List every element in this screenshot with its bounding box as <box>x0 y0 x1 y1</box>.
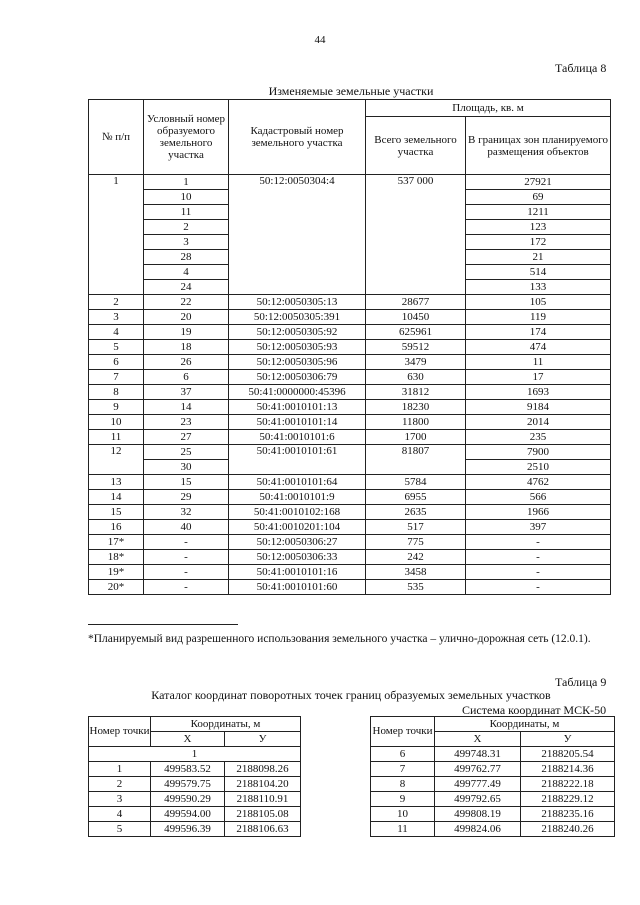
cell-conditional-number: 28 <box>144 250 229 265</box>
cell-y: 2188229.12 <box>521 792 615 807</box>
cell-num: 8 <box>89 385 144 400</box>
cell-num: 15 <box>89 505 144 520</box>
cell-total: 517 <box>366 520 466 535</box>
table-row <box>89 535 611 550</box>
cell-point-number: 3 <box>89 792 151 807</box>
header-area-total: Всего земельного участка <box>366 117 466 175</box>
table-row <box>371 792 615 807</box>
cell-num: 19* <box>89 565 144 580</box>
cell-cadastral: 50:41:0000000:45396 <box>229 385 366 400</box>
cell-conditional-number: 11 <box>144 205 229 220</box>
cell-cadastral: 50:12:0050305:92 <box>229 325 366 340</box>
table-row <box>89 777 301 792</box>
cell-cond: 32 <box>144 505 229 520</box>
header-y: У <box>521 732 615 747</box>
cell-total: 3479 <box>366 355 466 370</box>
cell-cond: - <box>144 580 229 595</box>
cell-y: 2188106.63 <box>225 822 301 837</box>
cell-conditional-number: 3 <box>144 235 229 250</box>
cell-cadastral: 50:12:0050305:391 <box>229 310 366 325</box>
table-row <box>89 475 611 490</box>
cell-x: 499583.52 <box>151 762 225 777</box>
header-coordinates: Координаты, м <box>435 717 615 732</box>
cell-y: 2188240.26 <box>521 822 615 837</box>
table-row <box>89 792 301 807</box>
cell-total: 59512 <box>366 340 466 355</box>
cell-y: 2188105.08 <box>225 807 301 822</box>
cell-point-number: 8 <box>371 777 435 792</box>
cell-cadastral: 50:41:0010101:64 <box>229 475 366 490</box>
table8-label: Таблица 8 <box>555 61 607 75</box>
cell-cond: 20 <box>144 310 229 325</box>
table-row <box>89 295 611 310</box>
header-conditional-number: Условный номер образуемого земельного участка <box>144 100 229 175</box>
cell-x: 499590.29 <box>151 792 225 807</box>
cell-within: 474 <box>466 340 611 355</box>
cell-x: 499596.39 <box>151 822 225 837</box>
cell-cadastral: 50:12:0050305:13 <box>229 295 366 310</box>
cell-total: 775 <box>366 535 466 550</box>
cell-total: 5784 <box>366 475 466 490</box>
table-row <box>89 385 611 400</box>
table-row <box>89 445 611 460</box>
cell-within: 9184 <box>466 400 611 415</box>
cell-point-number: 4 <box>89 807 151 822</box>
table9-left <box>88 716 301 837</box>
cell-area-total: 537 000 <box>366 175 466 295</box>
table-row <box>89 565 611 580</box>
cell-total: 535 <box>366 580 466 595</box>
cell-area-within: 2510 <box>466 460 611 475</box>
cell-point-number: 1 <box>89 762 151 777</box>
page-number: 44 <box>314 34 326 46</box>
cell-point-number: 9 <box>371 792 435 807</box>
header-coordinates: Координаты, м <box>151 717 301 732</box>
cell-num: 6 <box>89 355 144 370</box>
cell-cond: 37 <box>144 385 229 400</box>
cell-cadastral: 50:41:0010101:60 <box>229 580 366 595</box>
table8-changed-land-plots <box>88 99 611 595</box>
cell-cond: 26 <box>144 355 229 370</box>
cell-total: 6955 <box>366 490 466 505</box>
table8-title: Изменяемые земельные участки <box>268 84 434 98</box>
cell-total: 242 <box>366 550 466 565</box>
cell-within: 1966 <box>466 505 611 520</box>
cell-cadastral: 50:41:0010101:13 <box>229 400 366 415</box>
header-x: X <box>151 732 225 747</box>
cell-point-number: 11 <box>371 822 435 837</box>
cell-cond: 40 <box>144 520 229 535</box>
cell-point-number: 7 <box>371 762 435 777</box>
table-row <box>371 807 615 822</box>
cell-cadastral: 50:12:0050304:4 <box>229 175 366 295</box>
cell-within: - <box>466 565 611 580</box>
table-row <box>89 822 301 837</box>
table-row <box>89 430 611 445</box>
cell-within: 17 <box>466 370 611 385</box>
table9-label: Таблица 9 <box>555 675 607 689</box>
cell-num: 13 <box>89 475 144 490</box>
table-row <box>89 807 301 822</box>
table9-right <box>370 716 615 837</box>
cell-cond: 29 <box>144 490 229 505</box>
cell-cadastral: 50:41:0010101:16 <box>229 565 366 580</box>
cell-num: 17* <box>89 535 144 550</box>
cell-num: 2 <box>89 295 144 310</box>
cell-cond: 14 <box>144 400 229 415</box>
cell-y: 2188098.26 <box>225 762 301 777</box>
cell-num: 14 <box>89 490 144 505</box>
cell-conditional-number: 10 <box>144 190 229 205</box>
cell-area-within: 27921 <box>466 175 611 190</box>
cell-total: 630 <box>366 370 466 385</box>
footnote-divider <box>88 624 238 625</box>
cell-x: 499808.19 <box>435 807 521 822</box>
cell-y: 2188104.20 <box>225 777 301 792</box>
coordinate-system: Система координат МСК-50 <box>462 703 607 717</box>
table9-title: Каталог координат поворотных точек границ образуемых земельных участков <box>151 688 551 702</box>
cell-point-number: 5 <box>89 822 151 837</box>
cell-conditional-number: 4 <box>144 265 229 280</box>
cell-num: 12 <box>89 445 144 475</box>
table-row <box>371 822 615 837</box>
table-row <box>89 175 611 190</box>
cell-num: 10 <box>89 415 144 430</box>
cell-cond: - <box>144 535 229 550</box>
cell-within: 174 <box>466 325 611 340</box>
cell-cadastral: 50:12:0050306:33 <box>229 550 366 565</box>
cell-x: 499824.06 <box>435 822 521 837</box>
table-row <box>89 370 611 385</box>
cell-area-within: 1211 <box>466 205 611 220</box>
cell-total: 10450 <box>366 310 466 325</box>
cell-within: 119 <box>466 310 611 325</box>
cell-conditional-number: 25 <box>144 445 229 460</box>
cell-cond: 27 <box>144 430 229 445</box>
table-row <box>89 355 611 370</box>
header-point-number: Номер точки <box>371 717 435 747</box>
cell-total: 18230 <box>366 400 466 415</box>
table-row <box>371 762 615 777</box>
cell-within: 397 <box>466 520 611 535</box>
cell-cadastral: 50:12:0050306:27 <box>229 535 366 550</box>
cell-cadastral: 50:41:0010201:104 <box>229 520 366 535</box>
cell-point-number: 6 <box>371 747 435 762</box>
cell-total: 11800 <box>366 415 466 430</box>
cell-num: 3 <box>89 310 144 325</box>
cell-area-within: 123 <box>466 220 611 235</box>
table-row <box>89 505 611 520</box>
cell-within: 4762 <box>466 475 611 490</box>
cell-within: 105 <box>466 295 611 310</box>
header-area: Площадь, кв. м <box>366 100 611 117</box>
cell-area-within: 172 <box>466 235 611 250</box>
cell-x: 499748.31 <box>435 747 521 762</box>
cell-conditional-number: 1 <box>144 175 229 190</box>
table-row <box>89 310 611 325</box>
cell-total: 2635 <box>366 505 466 520</box>
cell-x: 499594.00 <box>151 807 225 822</box>
cell-x: 499762.77 <box>435 762 521 777</box>
cell-cadastral: 50:41:0010101:9 <box>229 490 366 505</box>
cell-cond: 6 <box>144 370 229 385</box>
cell-within: 11 <box>466 355 611 370</box>
cell-within: 2014 <box>466 415 611 430</box>
cell-x: 499777.49 <box>435 777 521 792</box>
cell-y: 2188110.91 <box>225 792 301 807</box>
table-row <box>89 520 611 535</box>
table-row <box>371 747 615 762</box>
cell-y: 2188235.16 <box>521 807 615 822</box>
group-label: 1 <box>89 747 301 762</box>
table9-right-body <box>371 747 615 837</box>
table8-body <box>89 175 611 595</box>
table9-left-body <box>89 747 301 837</box>
cell-cadastral: 50:41:0010101:61 <box>229 445 366 475</box>
cell-cond: - <box>144 565 229 580</box>
cell-num: 11 <box>89 430 144 445</box>
cell-within: 1693 <box>466 385 611 400</box>
cell-total: 1700 <box>366 430 466 445</box>
table-row <box>89 762 301 777</box>
cell-point-number: 2 <box>89 777 151 792</box>
cell-conditional-number: 30 <box>144 460 229 475</box>
cell-conditional-number: 2 <box>144 220 229 235</box>
cell-y: 2188205.54 <box>521 747 615 762</box>
header-num: № п/п <box>89 100 144 175</box>
cell-cond: 18 <box>144 340 229 355</box>
cell-total: 3458 <box>366 565 466 580</box>
header-cadastral: Кадастровый номер земельного участка <box>229 100 366 175</box>
cell-cadastral: 50:12:0050305:93 <box>229 340 366 355</box>
cell-within: - <box>466 550 611 565</box>
cell-cond: 23 <box>144 415 229 430</box>
cell-cadastral: 50:41:0010102:168 <box>229 505 366 520</box>
cell-total: 31812 <box>366 385 466 400</box>
cell-cadastral: 50:12:0050306:79 <box>229 370 366 385</box>
table-row <box>371 777 615 792</box>
table-row <box>89 340 611 355</box>
cell-num: 16 <box>89 520 144 535</box>
cell-within: 566 <box>466 490 611 505</box>
cell-within: 235 <box>466 430 611 445</box>
cell-num: 7 <box>89 370 144 385</box>
cell-within: - <box>466 535 611 550</box>
cell-num: 20* <box>89 580 144 595</box>
cell-x: 499792.65 <box>435 792 521 807</box>
header-y: У <box>225 732 301 747</box>
cell-num: 5 <box>89 340 144 355</box>
cell-within: - <box>466 580 611 595</box>
cell-cond: 19 <box>144 325 229 340</box>
cell-conditional-number: 24 <box>144 280 229 295</box>
cell-cond: - <box>144 550 229 565</box>
cell-num: 1 <box>89 175 144 295</box>
cell-cadastral: 50:41:0010101:6 <box>229 430 366 445</box>
cell-cond: 22 <box>144 295 229 310</box>
table-row <box>89 415 611 430</box>
cell-num: 9 <box>89 400 144 415</box>
footnote: *Планируемый вид разрешенного использования земельного участка – улично-дорожная сеть (12.0.1). <box>88 633 591 645</box>
header-x: X <box>435 732 521 747</box>
table-row <box>89 580 611 595</box>
cell-y: 2188214.36 <box>521 762 615 777</box>
cell-area-total: 81807 <box>366 445 466 475</box>
header-area-within-zones: В границах зон планируемого размещения объектов <box>466 117 611 175</box>
cell-total: 625961 <box>366 325 466 340</box>
table-row <box>89 550 611 565</box>
table-row <box>89 490 611 505</box>
cell-area-within: 21 <box>466 250 611 265</box>
cell-area-within: 7900 <box>466 445 611 460</box>
cell-y: 2188222.18 <box>521 777 615 792</box>
header-point-number: Номер точки <box>89 717 151 747</box>
cell-area-within: 69 <box>466 190 611 205</box>
cell-cond: 15 <box>144 475 229 490</box>
cell-total: 28677 <box>366 295 466 310</box>
cell-area-within: 514 <box>466 265 611 280</box>
cell-num: 4 <box>89 325 144 340</box>
cell-num: 18* <box>89 550 144 565</box>
cell-point-number: 10 <box>371 807 435 822</box>
cell-cadastral: 50:12:0050305:96 <box>229 355 366 370</box>
cell-area-within: 133 <box>466 280 611 295</box>
table-row <box>89 325 611 340</box>
cell-cadastral: 50:41:0010101:14 <box>229 415 366 430</box>
table-row <box>89 400 611 415</box>
cell-x: 499579.75 <box>151 777 225 792</box>
